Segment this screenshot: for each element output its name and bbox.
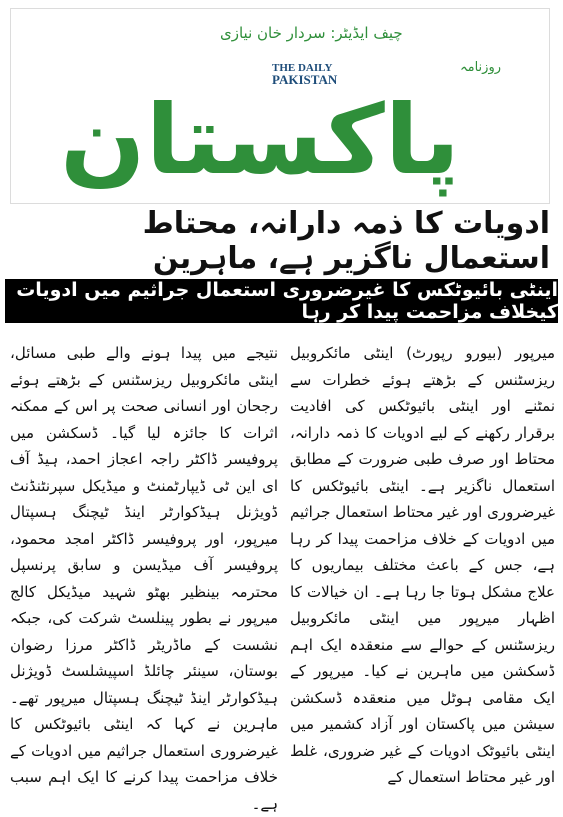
daily-tag: روزنامہ [460,60,501,75]
article-column-left [10,340,278,813]
sub-headline: اینٹی بائیوٹکس کا غیرضروری استعمال جراثیم میں ادویات کیخلاف مزاحمت پیدا کر رہا [5,279,558,323]
article-column-left-text: نتیجے میں پیدا ہونے والے طبی مسائل، اینٹی مائکروبیل ریزسٹنس کے بڑھتے ہوئے رجحان اور انسانی صحت پر اس کے ممکنہ اثرات کا جائزہ لیا گیا۔ ڈسکشن میں پروفیسر ڈاکٹر راجہ اعجاز احمد، ہیڈ آف ای این ٹی ڈیپارٹمنٹ و میڈیکل سپرنٹنڈنٹ ڈویژنل ہیڈکوارٹر اینڈ ٹیچنگ ہسپتال میرپور، اور پروفیسر ڈاکٹر امجد محمود، پروفیسر آف میڈیسن و سابق پرنسپل محترمہ بینظیر بھٹو شہید میڈیکل کالج میرپور نے بطور پینلسٹ شرکت کی، جبکہ نشست کے ماڈریٹر ڈاکٹر مرزا رضوان بوستان، سینئر چائلڈ اسپیشلسٹ ڈویژنل ہیڈکوارٹر اینڈ ٹیچنگ ہسپتال میرپور تھے۔ ماہرین نے کہا کہ اینٹی بائیوٹکس کا غیرضروری استعمال جراثیم میں ادویات کے خلاف مزاحمت پیدا کرنے کا ایک اہم سبب ہے۔ [10,344,278,813]
masthead [10,8,550,204]
english-title-line1: THE DAILY [272,62,333,74]
article-column-right-text: میرپور (بیورو رپورٹ) اینٹی مائکروبیل ریزسٹنس کے بڑھتے ہوئے خطرات سے نمٹنے اور اینٹی بائیوٹکس کی افادیت برقرار رکھنے کے لیے ادویات کا ذمہ دارانہ، محتاط اور صرف طبی ضرورت کے مطابق استعمال ناگزیر ہے۔ اینٹی بائیوٹکس کا غیرضروری اور غیر محتاط استعمال جراثیم میں ادویات کے خلاف مزاحمت پیدا کر رہا ہے، جس کے باعث مختلف بیماریوں کا علاج مشکل ہوتا جا رہا ہے۔ ان خیالات کا اظہار میرپور میں اینٹی مائکروبیل ریزسٹنس کے حوالے سے منعقدہ ایک اہم ڈسکشن میں ماہرین نے کیا۔ میرپور کے ایک مقامی ہوٹل میں منعقدہ ڈسکشن سیشن میں پاکستان اور آزاد کشمیر میں اینٹی بائیوٹک ادویات کے غیر ضروری، غلط اور غیر محتاط استعمال کے [290,344,555,786]
editor-line: چیف ایڈیٹر: سردار خان نیازی [220,24,403,42]
article-body [10,340,555,813]
article-column-right [290,340,555,786]
english-title-line2: PAKISTAN [272,72,338,87]
main-headline: ادویات کا ذمہ دارانہ، محتاط استعمال ناگزیر ہے، ماہرین [142,206,550,276]
brand-logo [50,78,470,196]
brand-logo-text: پاکستان [60,84,443,196]
